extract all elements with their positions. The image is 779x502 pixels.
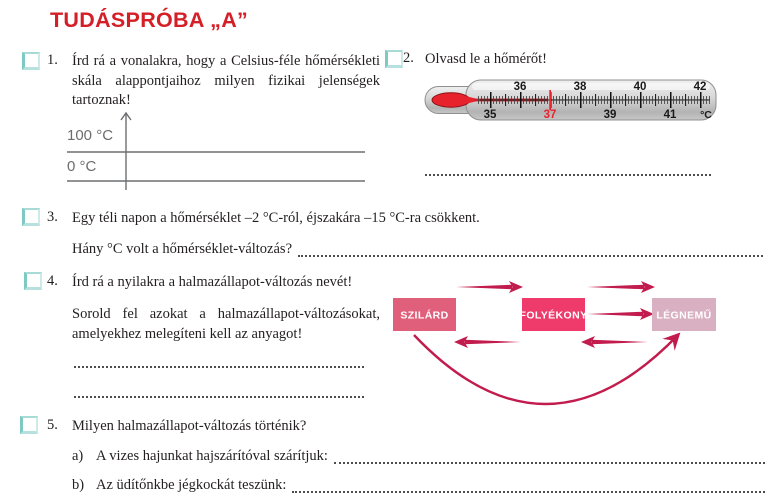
scale-number-35: 35 (483, 109, 497, 121)
celsius-scale-diagram (60, 106, 370, 194)
question-3-text: Egy téli napon a hőmérséklet –2 °C-ról, éjszakára –15 °C-ra csökkent. (72, 210, 480, 226)
question-4-number: 4. (47, 273, 58, 289)
question-3-prompt: Hány °C volt a hőmérséklet-változás? (72, 241, 293, 257)
question-4-answer-line-1[interactable] (74, 353, 364, 368)
question-3-answer-row (72, 241, 763, 257)
red-37-mark (549, 90, 551, 110)
question-4-answer-line-2[interactable] (74, 383, 364, 398)
thermometer-highlight (472, 83, 710, 90)
question-5-text: Milyen halmazállapot-változás történik? (72, 418, 307, 434)
scale-number-41: 41 (663, 109, 677, 121)
scale-number-36: 36 (513, 81, 527, 93)
question-1-text: Írd rá a vonalakra, hogy a Celsius-féle hőmérsékleti skála alappontjaihoz milyen fizikai jelenségek tartoznak! (72, 53, 380, 108)
arrow-liquid-to-gas-mid[interactable] (587, 312, 643, 317)
arrow-liquid-to-solid[interactable] (465, 340, 521, 345)
solid-state-label: SZILÁRD (400, 309, 449, 322)
arrow-gas-to-liquid[interactable] (592, 340, 648, 345)
question-1-number: 1. (47, 52, 58, 68)
question-5b-row (72, 477, 765, 493)
liquid-state-label: FOLYÉKONY (519, 309, 588, 322)
question-5a-answer-line[interactable] (334, 449, 765, 464)
question-5-checkbox[interactable] (20, 416, 38, 434)
question-5b-label: b) (72, 477, 85, 493)
question-4-checkbox[interactable] (24, 272, 42, 290)
scale-number-40: 40 (633, 81, 647, 93)
arrow-liquid-to-gas-top[interactable] (587, 285, 644, 290)
question-4-text2: Sorold fel azokat a halmazállapot-változásokat, amelyekhez melegíteni kell az anyagot! (72, 306, 380, 342)
page-title: TUDÁSPRÓBA „A” (50, 8, 249, 32)
question-3-answer-line[interactable] (298, 242, 763, 257)
question-5a-label: a) (72, 448, 84, 464)
scale-number-38: 38 (573, 81, 587, 93)
question-5b-text: Az üdítőnkbe jégkockát teszünk: (96, 477, 287, 493)
arrow-solid-to-liquid[interactable] (456, 285, 512, 290)
question-5a-row (72, 448, 765, 464)
thermometer-illustration (420, 77, 720, 124)
question-2-number: 2. (403, 50, 414, 66)
question-2-checkbox[interactable] (385, 50, 403, 68)
scale-number-42: 42 (693, 81, 707, 93)
gas-state-label: LÉGNEMŰ (656, 309, 712, 322)
question-1-checkbox[interactable] (22, 52, 40, 70)
question-3-number: 3. (47, 209, 58, 225)
state-change-diagram (390, 268, 779, 410)
scale-number-37-red: 37 (543, 109, 557, 121)
question-5b-answer-line[interactable] (292, 478, 765, 493)
question-4-text: Írd rá a nyilakra a halmazállapot-változás nevét! (72, 274, 353, 290)
question-2-answer-line[interactable] (425, 161, 711, 176)
scale-label-100: 100 °C (67, 127, 114, 144)
question-5a-text: A vizes hajunkat hajszárítóval szárítjuk: (96, 448, 328, 464)
question-3-checkbox[interactable] (22, 208, 40, 226)
scale-number-39: 39 (603, 109, 617, 121)
scale-unit-celsius: °C (700, 109, 712, 121)
degree-ticks (490, 92, 702, 108)
question-2-text: Olvasd le a hőmérőt! (425, 51, 548, 67)
question-5-number: 5. (47, 417, 58, 433)
scale-label-0: 0 °C (67, 158, 97, 175)
arrow-solid-to-gas-curved[interactable] (414, 335, 678, 404)
